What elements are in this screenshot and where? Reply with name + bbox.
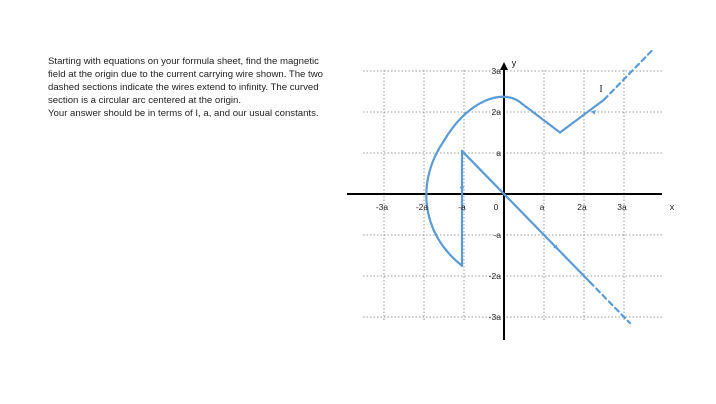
wire-diagonal-segment	[462, 151, 590, 282]
current-label: I	[599, 84, 603, 95]
y-axis-arrowhead	[500, 62, 508, 70]
x-tick-label: 2a	[577, 202, 587, 212]
x-tick-label: 0	[493, 202, 499, 212]
x-tick-label: a	[539, 202, 545, 212]
y-tick-label: 2a	[491, 107, 501, 117]
y-tick-label: -a	[493, 230, 501, 240]
wire-dashed-extension-top	[604, 48, 654, 99]
wire-upper-right-segment	[560, 100, 604, 133]
y-tick-label: 3a	[491, 66, 501, 76]
x-tick-label: -3a	[375, 202, 389, 212]
current-arrows	[460, 110, 596, 249]
arrow-up	[460, 184, 465, 188]
axes	[347, 62, 662, 340]
problem-paragraph-1: Starting with equations on your formula sheet, find the magnetic field at the origin due to the current carrying wire shown. The two dashed sections indicate the wires extend to infinity. The curved section is a circular arc centered at the origin.	[48, 56, 323, 106]
x-axis-label: x	[669, 202, 675, 212]
y-tick-label: a	[496, 148, 501, 158]
x-tick-label: -a	[458, 202, 466, 212]
x-tick-label: -2a	[415, 202, 429, 212]
y-tick-label: -3a	[488, 312, 501, 322]
y-axis-label: y	[511, 58, 517, 68]
tick-labels	[376, 58, 675, 322]
current-wire	[426, 48, 654, 323]
problem-paragraph-2: Your answer should be in terms of I, a, and our usual constants.	[48, 108, 319, 119]
x-tick-label: 3a	[617, 202, 627, 212]
y-tick-label: -2a	[488, 271, 501, 281]
wire-circular-arc	[426, 97, 522, 266]
wire-segment-dip	[522, 104, 560, 133]
